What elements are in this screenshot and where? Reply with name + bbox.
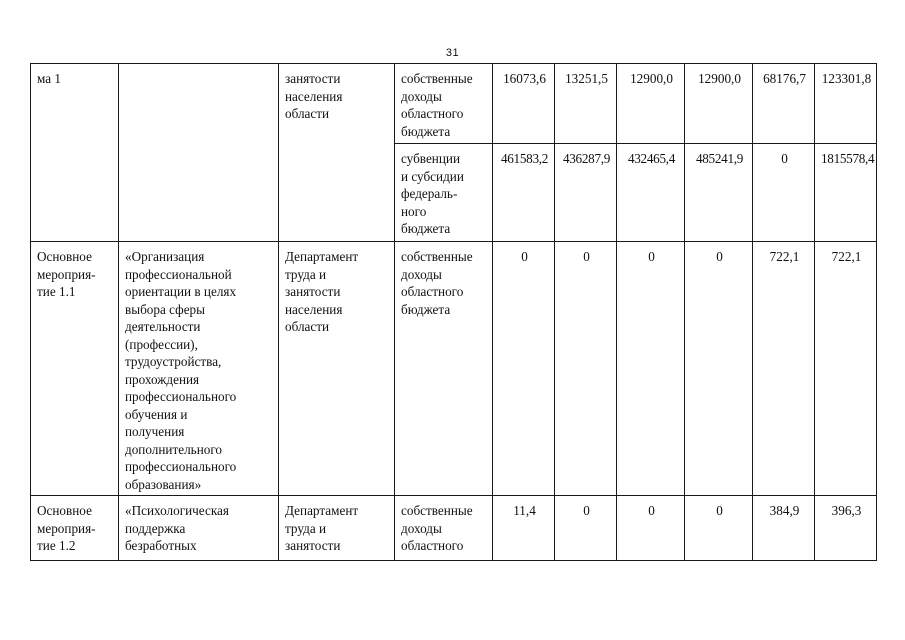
funding-source-cell [395, 496, 493, 561]
page-number: 31 [445, 47, 460, 59]
value-cell: 12900,0 [685, 64, 753, 144]
total-value-cell: 1815578,4 [815, 144, 877, 242]
funding-source: собственные доходы областного бюджета [401, 249, 473, 317]
measure-label: Основное мероприя- тие 1.2 [37, 503, 96, 553]
table-row [31, 496, 877, 561]
value-cell: 68176,7 [753, 64, 815, 144]
measure-name: «Организация профессиональной ориентации в целях выбора сферы деятельности (профессии), трудоустройства, прохождения профессионального обучения и получения дополнительного профессионального образования» [125, 249, 237, 492]
measure-name-cell [119, 496, 279, 561]
value-cell: 0 [493, 242, 555, 496]
table-row [31, 242, 877, 496]
value-cell: 485241,9 [685, 144, 753, 242]
executor: Департамент труда и занятости [285, 503, 359, 553]
value-cell: 0 [555, 242, 617, 496]
value-cell: 0 [617, 496, 685, 561]
measure-name-cell [119, 242, 279, 496]
value-cell: 11,4 [493, 496, 555, 561]
value-cell: 0 [685, 496, 753, 561]
total-value-cell: 396,3 [815, 496, 877, 561]
executor: Департамент труда и занятости населения области [285, 249, 359, 334]
table-row [31, 64, 877, 144]
executor: занятости населения области [285, 71, 343, 121]
value-cell: 16073,6 [493, 64, 555, 144]
executor-cell [279, 496, 395, 561]
funding-source-cell [395, 144, 493, 242]
measure-name-cell [119, 64, 279, 242]
funding-source: субвенции и субсидии федераль- ного бюджета [401, 151, 464, 236]
value-cell: 13251,5 [555, 64, 617, 144]
value-cell: 384,9 [753, 496, 815, 561]
value-cell: 436287,9 [555, 144, 617, 242]
budget-table [30, 63, 877, 561]
measure-cell [31, 242, 119, 496]
value-cell: 0 [685, 242, 753, 496]
executor-cell [279, 64, 395, 242]
measure-cell [31, 64, 119, 242]
executor-cell [279, 242, 395, 496]
value-cell: 0 [753, 144, 815, 242]
value-cell: 722,1 [753, 242, 815, 496]
funding-source-cell [395, 64, 493, 144]
value-cell: 432465,4 [617, 144, 685, 242]
funding-source: собственные доходы областного бюджета [401, 71, 473, 139]
value-cell: 0 [555, 496, 617, 561]
funding-source-cell [395, 242, 493, 496]
measure-label: Основное мероприя- тие 1.1 [37, 249, 96, 299]
total-value-cell: 722,1 [815, 242, 877, 496]
value-cell: 0 [617, 242, 685, 496]
value-cell: 12900,0 [617, 64, 685, 144]
measure-name: «Психологическая поддержка безработных [125, 503, 229, 553]
total-value-cell: 123301,8 [815, 64, 877, 144]
value-cell: 461583,2 [493, 144, 555, 242]
measure-cell [31, 496, 119, 561]
measure-label: ма 1 [37, 71, 61, 86]
funding-source: собственные доходы областного [401, 503, 473, 553]
